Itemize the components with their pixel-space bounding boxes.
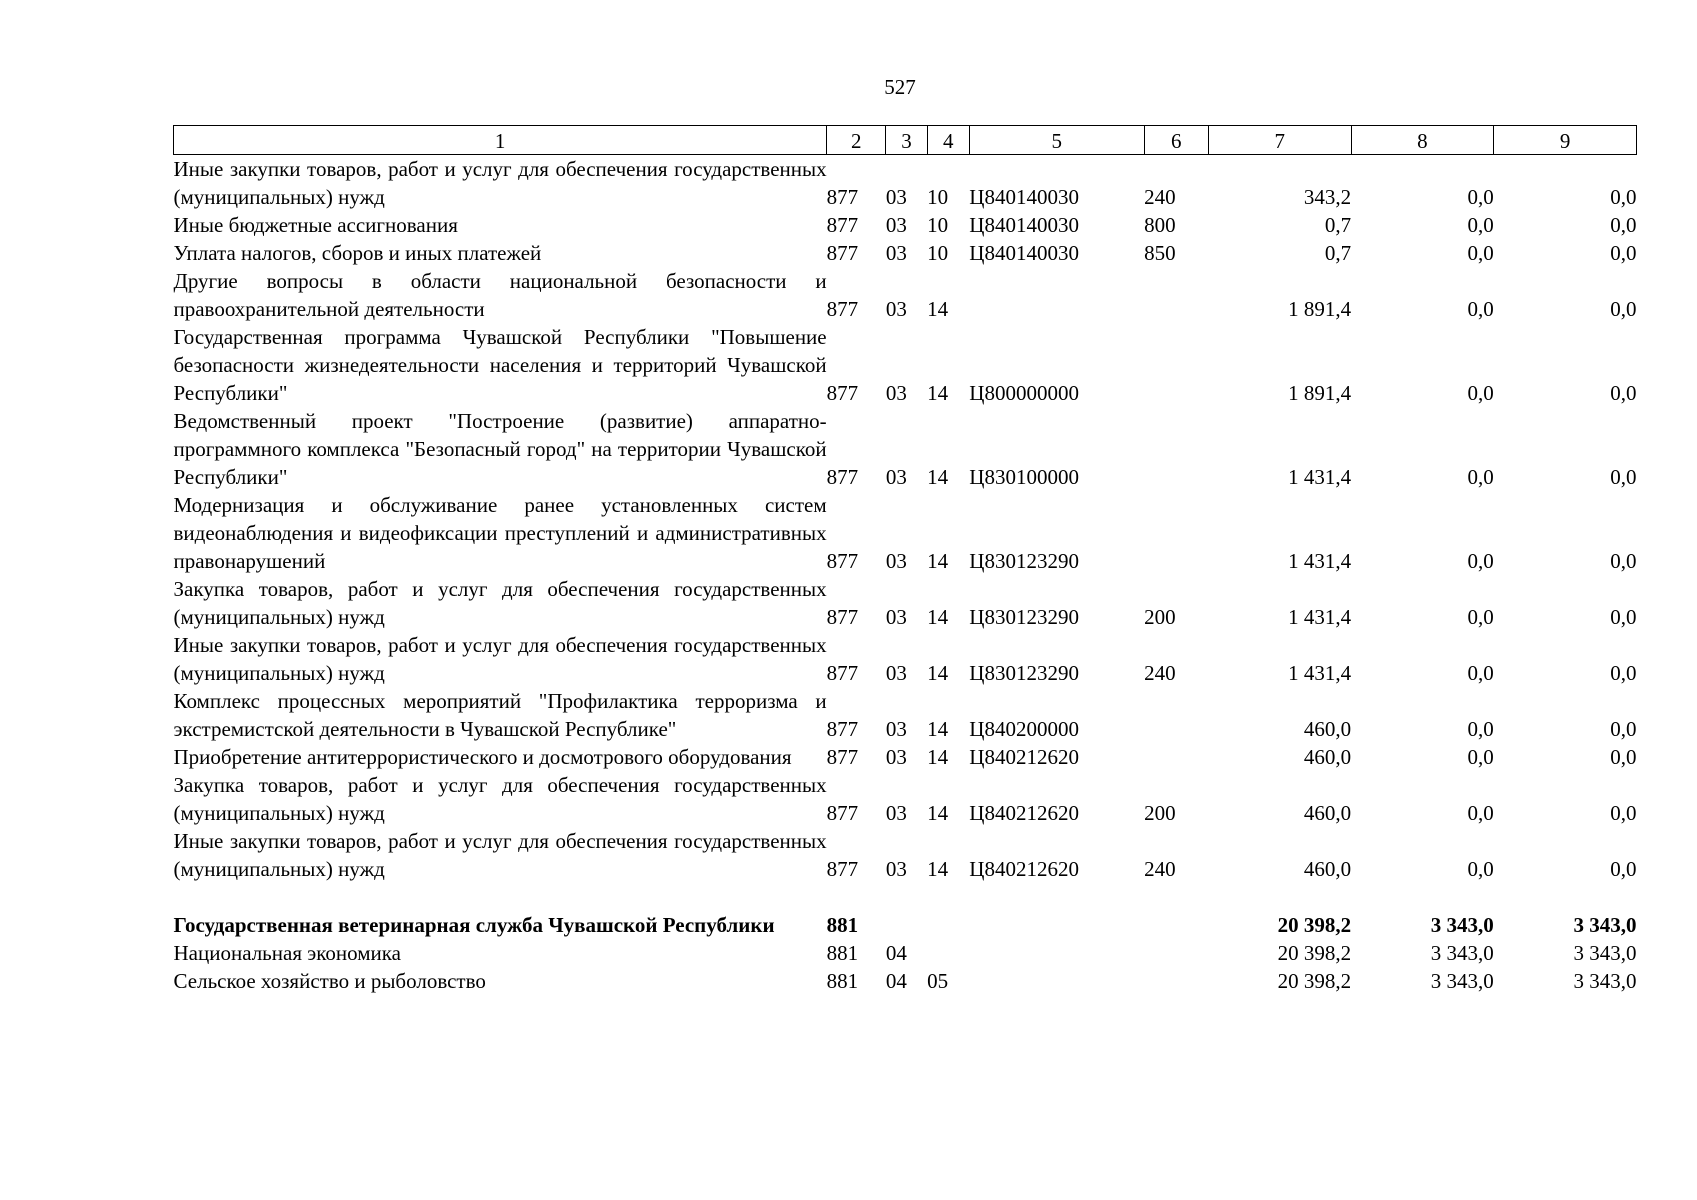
row-name-cell: Иные бюджетные ассигнования [173,213,458,237]
amount-year3-cell: 0,0 [1610,717,1637,741]
page-number: 527 [884,75,916,99]
target-article-cell: Ц800000000 [969,381,1079,405]
amount-year1-cell: 1 431,4 [1288,549,1352,573]
row-name-cell: Государственная программа Чувашской Республики "Повышение безопасности жизнедеятельности населения и территорий Чувашской Республики" [173,325,827,405]
amount-year2-cell: 0,0 [1467,661,1494,685]
amount-year1-cell: 460,0 [1303,745,1352,769]
table-header [174,126,1637,155]
expense-type-cell: 850 [1144,241,1176,265]
ministry-code-cell: 877 [826,297,859,321]
amount-year1-cell: 20 398,2 [1277,941,1352,965]
ministry-code-cell: 877 [826,661,859,685]
section-code-cell: 03 [885,213,907,237]
header-cell-3: 3 [886,126,927,155]
header-row [174,126,1637,155]
ministry-code-cell: 877 [826,745,859,769]
target-article-cell: Ц840140030 [969,241,1079,265]
row-name-cell: Иные закупки товаров, работ и услуг для обеспечения государственных (муниципальных) нужд [173,633,827,685]
expense-type-cell [1144,939,1208,967]
subsection-code-cell [927,939,969,967]
section-code-cell: 03 [885,605,907,629]
target-article-cell: Ц830123290 [969,605,1079,629]
amount-year3-cell: 0,0 [1610,605,1637,629]
expense-type-cell [1144,911,1208,939]
table-row [174,631,1637,687]
ministry-code-cell: 877 [826,549,859,573]
amount-year1-cell: 460,0 [1303,857,1352,881]
ministry-code-cell: 877 [826,241,859,265]
target-article-cell: Ц830100000 [969,465,1079,489]
subsection-code-cell: 10 [927,241,949,265]
target-article-cell: Ц840140030 [969,185,1079,209]
table-row [174,211,1637,239]
amount-year3-cell: 0,0 [1610,213,1637,237]
subsection-code-cell: 14 [927,745,949,769]
amount-year2-cell: 0,0 [1467,213,1494,237]
header-cell-5: 5 [969,126,1144,155]
subsection-code-cell: 10 [927,185,949,209]
spacer-row [174,883,1637,911]
target-article-cell: Ц840200000 [969,717,1079,741]
table-row [174,687,1637,743]
amount-year2-cell: 0,0 [1467,605,1494,629]
row-name-cell: Государственная ветеринарная служба Чувашской Республики [173,913,775,937]
section-code-cell: 04 [885,969,907,993]
target-article-cell: Ц840140030 [969,213,1079,237]
ministry-code-cell: 881 [826,913,859,937]
amount-year2-cell: 0,0 [1467,549,1494,573]
amount-year2-cell: 3 343,0 [1430,941,1494,965]
table-row [174,827,1637,883]
amount-year3-cell: 0,0 [1610,661,1637,685]
header-cell-8: 8 [1351,126,1494,155]
amount-year1-cell: 0,7 [1324,241,1352,265]
section-code-cell [886,911,927,939]
header-cell-4: 4 [927,126,969,155]
ministry-code-cell: 881 [826,969,859,993]
target-article-cell: Ц830123290 [969,661,1079,685]
target-article-cell [969,939,1144,967]
amount-year2-cell: 0,0 [1467,465,1494,489]
ministry-code-cell: 877 [826,605,859,629]
header-cell-9: 9 [1494,126,1637,155]
amount-year2-cell: 0,0 [1467,857,1494,881]
amount-year3-cell: 0,0 [1610,381,1637,405]
expense-type-cell [1144,323,1208,407]
expense-type-cell [1144,743,1208,771]
row-name-cell: Сельское хозяйство и рыболовство [173,969,486,993]
amount-year1-cell: 1 431,4 [1288,465,1352,489]
ministry-code-cell: 877 [826,801,859,825]
table-row [174,911,1637,939]
target-article-cell: Ц840212620 [969,801,1079,825]
section-code-cell: 03 [885,297,907,321]
amount-year3-cell: 0,0 [1610,857,1637,881]
amount-year1-cell: 20 398,2 [1277,913,1352,937]
row-name-cell: Приобретение антитеррористического и досмотрового оборудования [173,745,792,769]
header-cell-7: 7 [1208,126,1351,155]
amount-year1-cell: 20 398,2 [1277,969,1352,993]
expense-type-cell [1144,967,1208,995]
subsection-code-cell: 14 [927,381,949,405]
ministry-code-cell: 877 [826,717,859,741]
expense-type-cell: 800 [1144,213,1176,237]
amount-year1-cell: 460,0 [1303,717,1352,741]
section-code-cell: 03 [885,661,907,685]
target-article-cell: Ц840212620 [969,745,1079,769]
expense-type-cell [1144,407,1208,491]
section-code-cell: 03 [885,465,907,489]
amount-year3-cell: 0,0 [1610,465,1637,489]
amount-year3-cell: 3 343,0 [1573,941,1637,965]
target-article-cell: Ц830123290 [969,549,1079,573]
section-code-cell: 03 [885,241,907,265]
table-row [174,575,1637,631]
row-name-cell: Модернизация и обслуживание ранее установленных систем видеонаблюдения и видеофиксации преступлений и административных правонарушений [173,493,827,573]
amount-year2-cell: 0,0 [1467,745,1494,769]
amount-year2-cell: 0,0 [1467,801,1494,825]
amount-year1-cell: 460,0 [1303,801,1352,825]
amount-year2-cell: 3 343,0 [1430,913,1494,937]
amount-year3-cell: 3 343,0 [1573,969,1637,993]
subsection-code-cell: 05 [927,969,949,993]
section-code-cell: 03 [885,549,907,573]
target-article-cell [969,911,1144,939]
ministry-code-cell: 877 [826,381,859,405]
expense-type-cell [1144,491,1208,575]
expense-type-cell: 240 [1144,661,1176,685]
amount-year2-cell: 3 343,0 [1430,969,1494,993]
ministry-code-cell: 877 [826,185,859,209]
amount-year3-cell: 0,0 [1610,241,1637,265]
amount-year3-cell: 0,0 [1610,185,1637,209]
amount-year1-cell: 343,2 [1303,185,1352,209]
target-article-cell: Ц840212620 [969,857,1079,881]
target-article-cell [969,267,1144,323]
amount-year1-cell: 0,7 [1324,213,1352,237]
amount-year2-cell: 0,0 [1467,241,1494,265]
section-code-cell: 04 [885,941,907,965]
ministry-code-cell: 877 [826,465,859,489]
subsection-code-cell: 14 [927,297,949,321]
row-name-cell: Национальная экономика [173,941,401,965]
amount-year2-cell: 0,0 [1467,185,1494,209]
amount-year1-cell: 1 431,4 [1288,605,1352,629]
section-code-cell: 03 [885,801,907,825]
expense-type-cell: 200 [1144,801,1176,825]
table-row [174,323,1637,407]
table-row [174,239,1637,267]
table-row [174,939,1637,967]
subsection-code-cell: 14 [927,857,949,881]
amount-year1-cell: 1 891,4 [1288,381,1352,405]
amount-year3-cell: 0,0 [1610,745,1637,769]
amount-year2-cell: 0,0 [1467,297,1494,321]
amount-year3-cell: 0,0 [1610,297,1637,321]
subsection-code-cell: 10 [927,213,949,237]
ministry-code-cell: 877 [826,213,859,237]
row-name-cell: Закупка товаров, работ и услуг для обеспечения государственных (муниципальных) нужд [173,773,827,825]
row-name-cell: Иные закупки товаров, работ и услуг для обеспечения государственных (муниципальных) нужд [173,157,827,209]
subsection-code-cell [927,911,969,939]
amount-year3-cell: 3 343,0 [1573,913,1637,937]
expense-type-cell: 200 [1144,605,1176,629]
section-code-cell: 03 [885,717,907,741]
target-article-cell [969,967,1144,995]
table-row [174,743,1637,771]
row-name-cell: Ведомственный проект "Построение (развитие) аппаратно-программного комплекса "Безопасный город" на территории Чувашской Республики" [173,409,827,489]
section-code-cell: 03 [885,745,907,769]
expense-type-cell [1144,687,1208,743]
section-code-cell: 03 [885,381,907,405]
header-cell-2: 2 [827,126,886,155]
amount-year2-cell: 0,0 [1467,381,1494,405]
subsection-code-cell: 14 [927,549,949,573]
amount-year1-cell: 1 431,4 [1288,661,1352,685]
table-body [174,155,1637,996]
subsection-code-cell: 14 [927,661,949,685]
subsection-code-cell: 14 [927,465,949,489]
table-row [174,771,1637,827]
ministry-code-cell: 881 [826,941,859,965]
table-row [174,491,1637,575]
row-name-cell: Комплекс процессных мероприятий "Профилактика терроризма и экстремистской деятельности в Чувашской Республике" [173,689,827,741]
section-code-cell: 03 [885,857,907,881]
section-code-cell: 03 [885,185,907,209]
amount-year3-cell: 0,0 [1610,801,1637,825]
table-row [174,407,1637,491]
amount-year1-cell: 1 891,4 [1288,297,1352,321]
amount-year2-cell: 0,0 [1467,717,1494,741]
row-name-cell: Иные закупки товаров, работ и услуг для обеспечения государственных (муниципальных) нужд [173,829,827,881]
expense-type-cell: 240 [1144,185,1176,209]
table-row [174,155,1637,212]
header-cell-1: 1 [174,126,827,155]
expense-type-cell: 240 [1144,857,1176,881]
budget-table [173,125,1637,995]
row-name-cell: Закупка товаров, работ и услуг для обеспечения государственных (муниципальных) нужд [173,577,827,629]
ministry-code-cell: 877 [826,857,859,881]
subsection-code-cell: 14 [927,801,949,825]
spacer-cell [174,883,1637,911]
amount-year3-cell: 0,0 [1610,549,1637,573]
expense-type-cell [1144,267,1208,323]
header-cell-6: 6 [1144,126,1208,155]
subsection-code-cell: 14 [927,717,949,741]
table-row [174,967,1637,995]
table-row [174,267,1637,323]
row-name-cell: Другие вопросы в области национальной безопасности и правоохранительной деятельности [173,269,827,321]
subsection-code-cell: 14 [927,605,949,629]
row-name-cell: Уплата налогов, сборов и иных платежей [173,241,542,265]
